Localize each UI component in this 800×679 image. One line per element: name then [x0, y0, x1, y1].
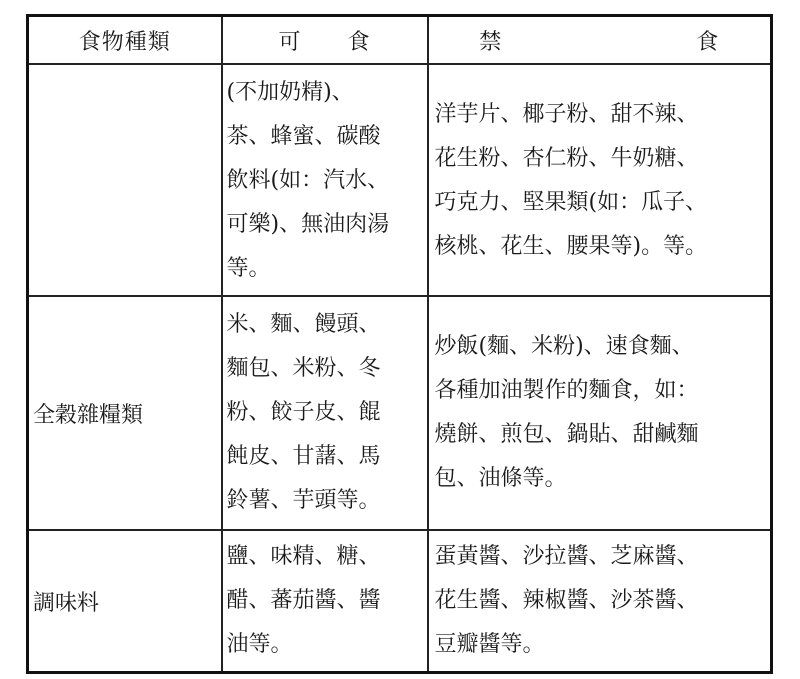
header-allowed-char-1: 可	[278, 29, 302, 55]
forbidden-cell	[428, 296, 772, 530]
table-row	[28, 64, 772, 296]
forbidden-text: 洋芋片、椰子粉、甜不辣、 花生粉、杏仁粉、牛奶糖、 巧克力、堅果類(如：瓜子、 核桃、花生、腰果等)。等。	[434, 102, 708, 259]
header-allowed-char-2: 食	[347, 29, 371, 55]
forbidden-cell	[428, 64, 772, 296]
table-row	[28, 296, 772, 530]
allowed-cell	[222, 296, 428, 530]
header-forbidden-char-2: 食	[696, 29, 720, 55]
table-header	[28, 16, 772, 65]
category-cell	[28, 296, 222, 530]
header-row	[28, 16, 772, 65]
category-cell	[28, 64, 222, 296]
table-row	[28, 530, 772, 673]
header-food-category-label: 食物種類	[78, 29, 171, 55]
allowed-cell	[222, 530, 428, 673]
allowed-text: (不加奶精)、 茶、蜂蜜、碳酸 飲料(如：汽水、 可樂)、無油肉湯 等。	[226, 80, 390, 281]
table-body	[28, 64, 772, 673]
allowed-cell	[222, 64, 428, 296]
header-forbidden-char-1: 禁	[479, 29, 503, 55]
allowed-text: 鹽、味精、糖、 醋、蕃茄醬、醬 油等。	[226, 544, 381, 657]
allowed-text: 米、麵、饅頭、 麵包、米粉、冬 粉、餃子皮、餛 飩皮、甘藷、馬 鈴薯、芋頭等。	[226, 312, 381, 513]
header-allowed	[222, 16, 428, 65]
food-table	[26, 14, 773, 674]
category-label: 全穀雜糧類	[33, 402, 144, 428]
forbidden-text: 蛋黃醬、沙拉醬、芝麻醬、 花生醬、辣椒醬、沙茶醬、 豆瓣醬等。	[434, 544, 699, 657]
header-forbidden	[428, 16, 772, 65]
forbidden-text: 炒飯(麵、米粉)、速食麵、 各種加油製作的麵食，如： 燒餅、煎包、鍋貼、甜鹹麵 包、油條等。	[434, 334, 699, 491]
category-label: 調味料	[33, 590, 100, 616]
category-cell	[28, 530, 222, 673]
header-food-category	[28, 16, 222, 65]
forbidden-cell	[428, 530, 772, 673]
